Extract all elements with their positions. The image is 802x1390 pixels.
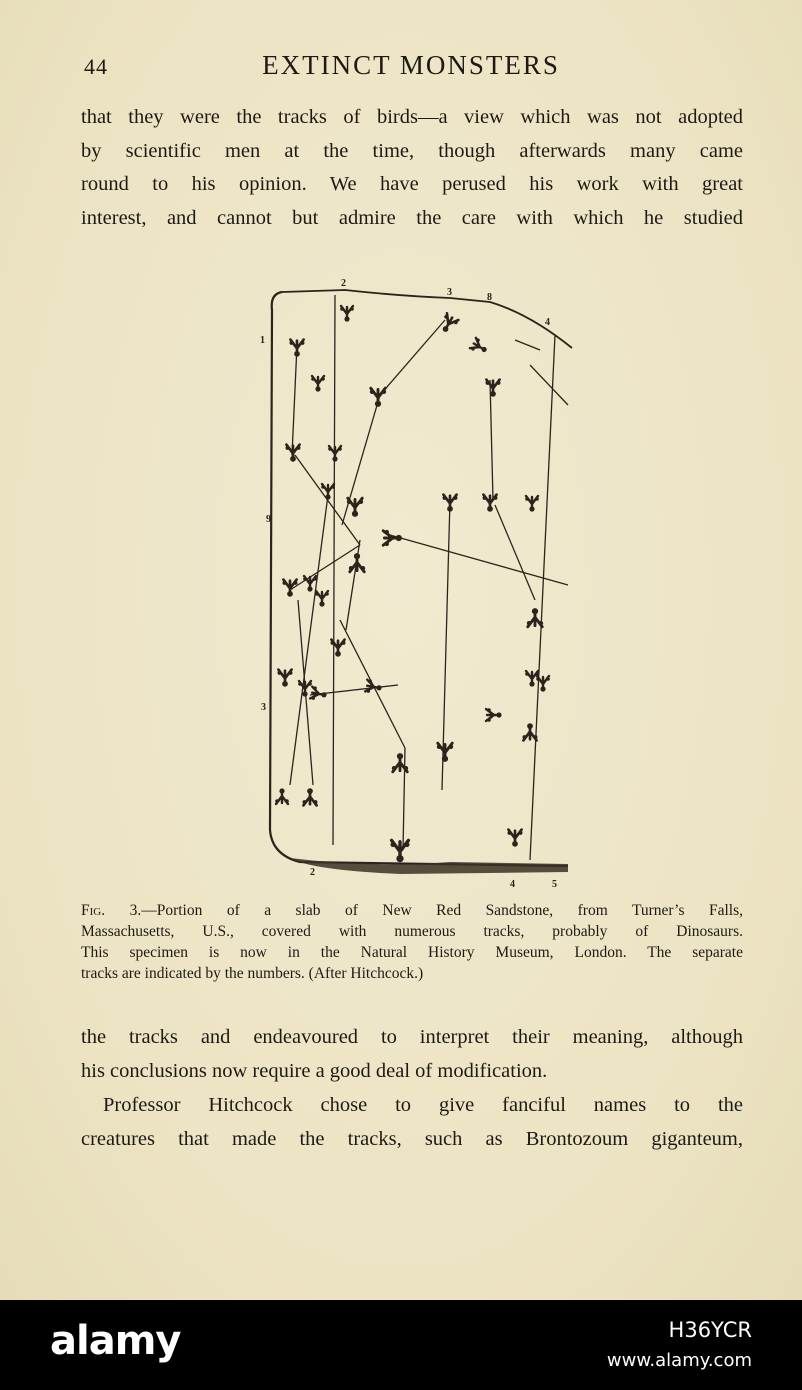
track-number: 3: [447, 287, 452, 298]
page-number: 44: [84, 54, 108, 79]
paragraph-continued: [81, 1021, 743, 1088]
image-id: H36YCR: [668, 1318, 752, 1342]
caption-line: This specimen is now in the Natural History Museum, London. The separate: [81, 944, 743, 961]
text-line: round to his opinion. We have perused his work with great: [81, 173, 743, 195]
track-number: 9: [266, 514, 271, 525]
paragraph-hitchcock: [81, 1089, 743, 1156]
watermark-url: www.alamy.com: [606, 1350, 752, 1371]
text-line: creatures that made the tracks, such as Brontozoum giganteum,: [81, 1127, 743, 1150]
text-line: interest, and cannot but admire the care with which he studied: [81, 206, 743, 229]
text-line: the tracks and endeavoured to interpret their meaning, although: [81, 1026, 743, 1048]
figure-caption: [81, 900, 743, 984]
caption-line: [81, 900, 743, 921]
text-line: by scientific men at the time, though afterwards many came: [81, 139, 743, 162]
track-number: 4: [545, 317, 550, 328]
text-line: that they were the tracks of birds—a view which was not adopted: [81, 106, 743, 128]
track-number: 4: [510, 879, 515, 890]
paragraph-top: [81, 101, 743, 235]
caption-text: —Portion of a slab of New Red Sandstone, from Turner’s Falls,: [141, 902, 743, 919]
dinosaur-tracks-slab-figure: [250, 270, 590, 900]
track-number: 3: [261, 702, 266, 713]
alamy-logo: alamy: [50, 1318, 181, 1364]
text-line: his conclusions now require a good deal of modification.: [81, 1059, 548, 1082]
track-number: 2: [310, 867, 315, 878]
track-number: 2: [341, 278, 346, 289]
caption-line: tracks are indicated by the numbers. (After Hitchcock.): [81, 965, 424, 982]
track-number: 8: [487, 292, 492, 303]
figure-label: Fig. 3.: [81, 902, 142, 919]
track-number: 5: [552, 879, 557, 890]
text-line: Professor Hitchcock chose to give fanciful names to the: [103, 1094, 743, 1116]
caption-line: Massachusetts, U.S., covered with numerous tracks, probably of Dinosaurs.: [81, 923, 743, 940]
running-title: EXTINCT MONSTERS: [262, 50, 560, 80]
track-number: 1: [260, 335, 265, 346]
